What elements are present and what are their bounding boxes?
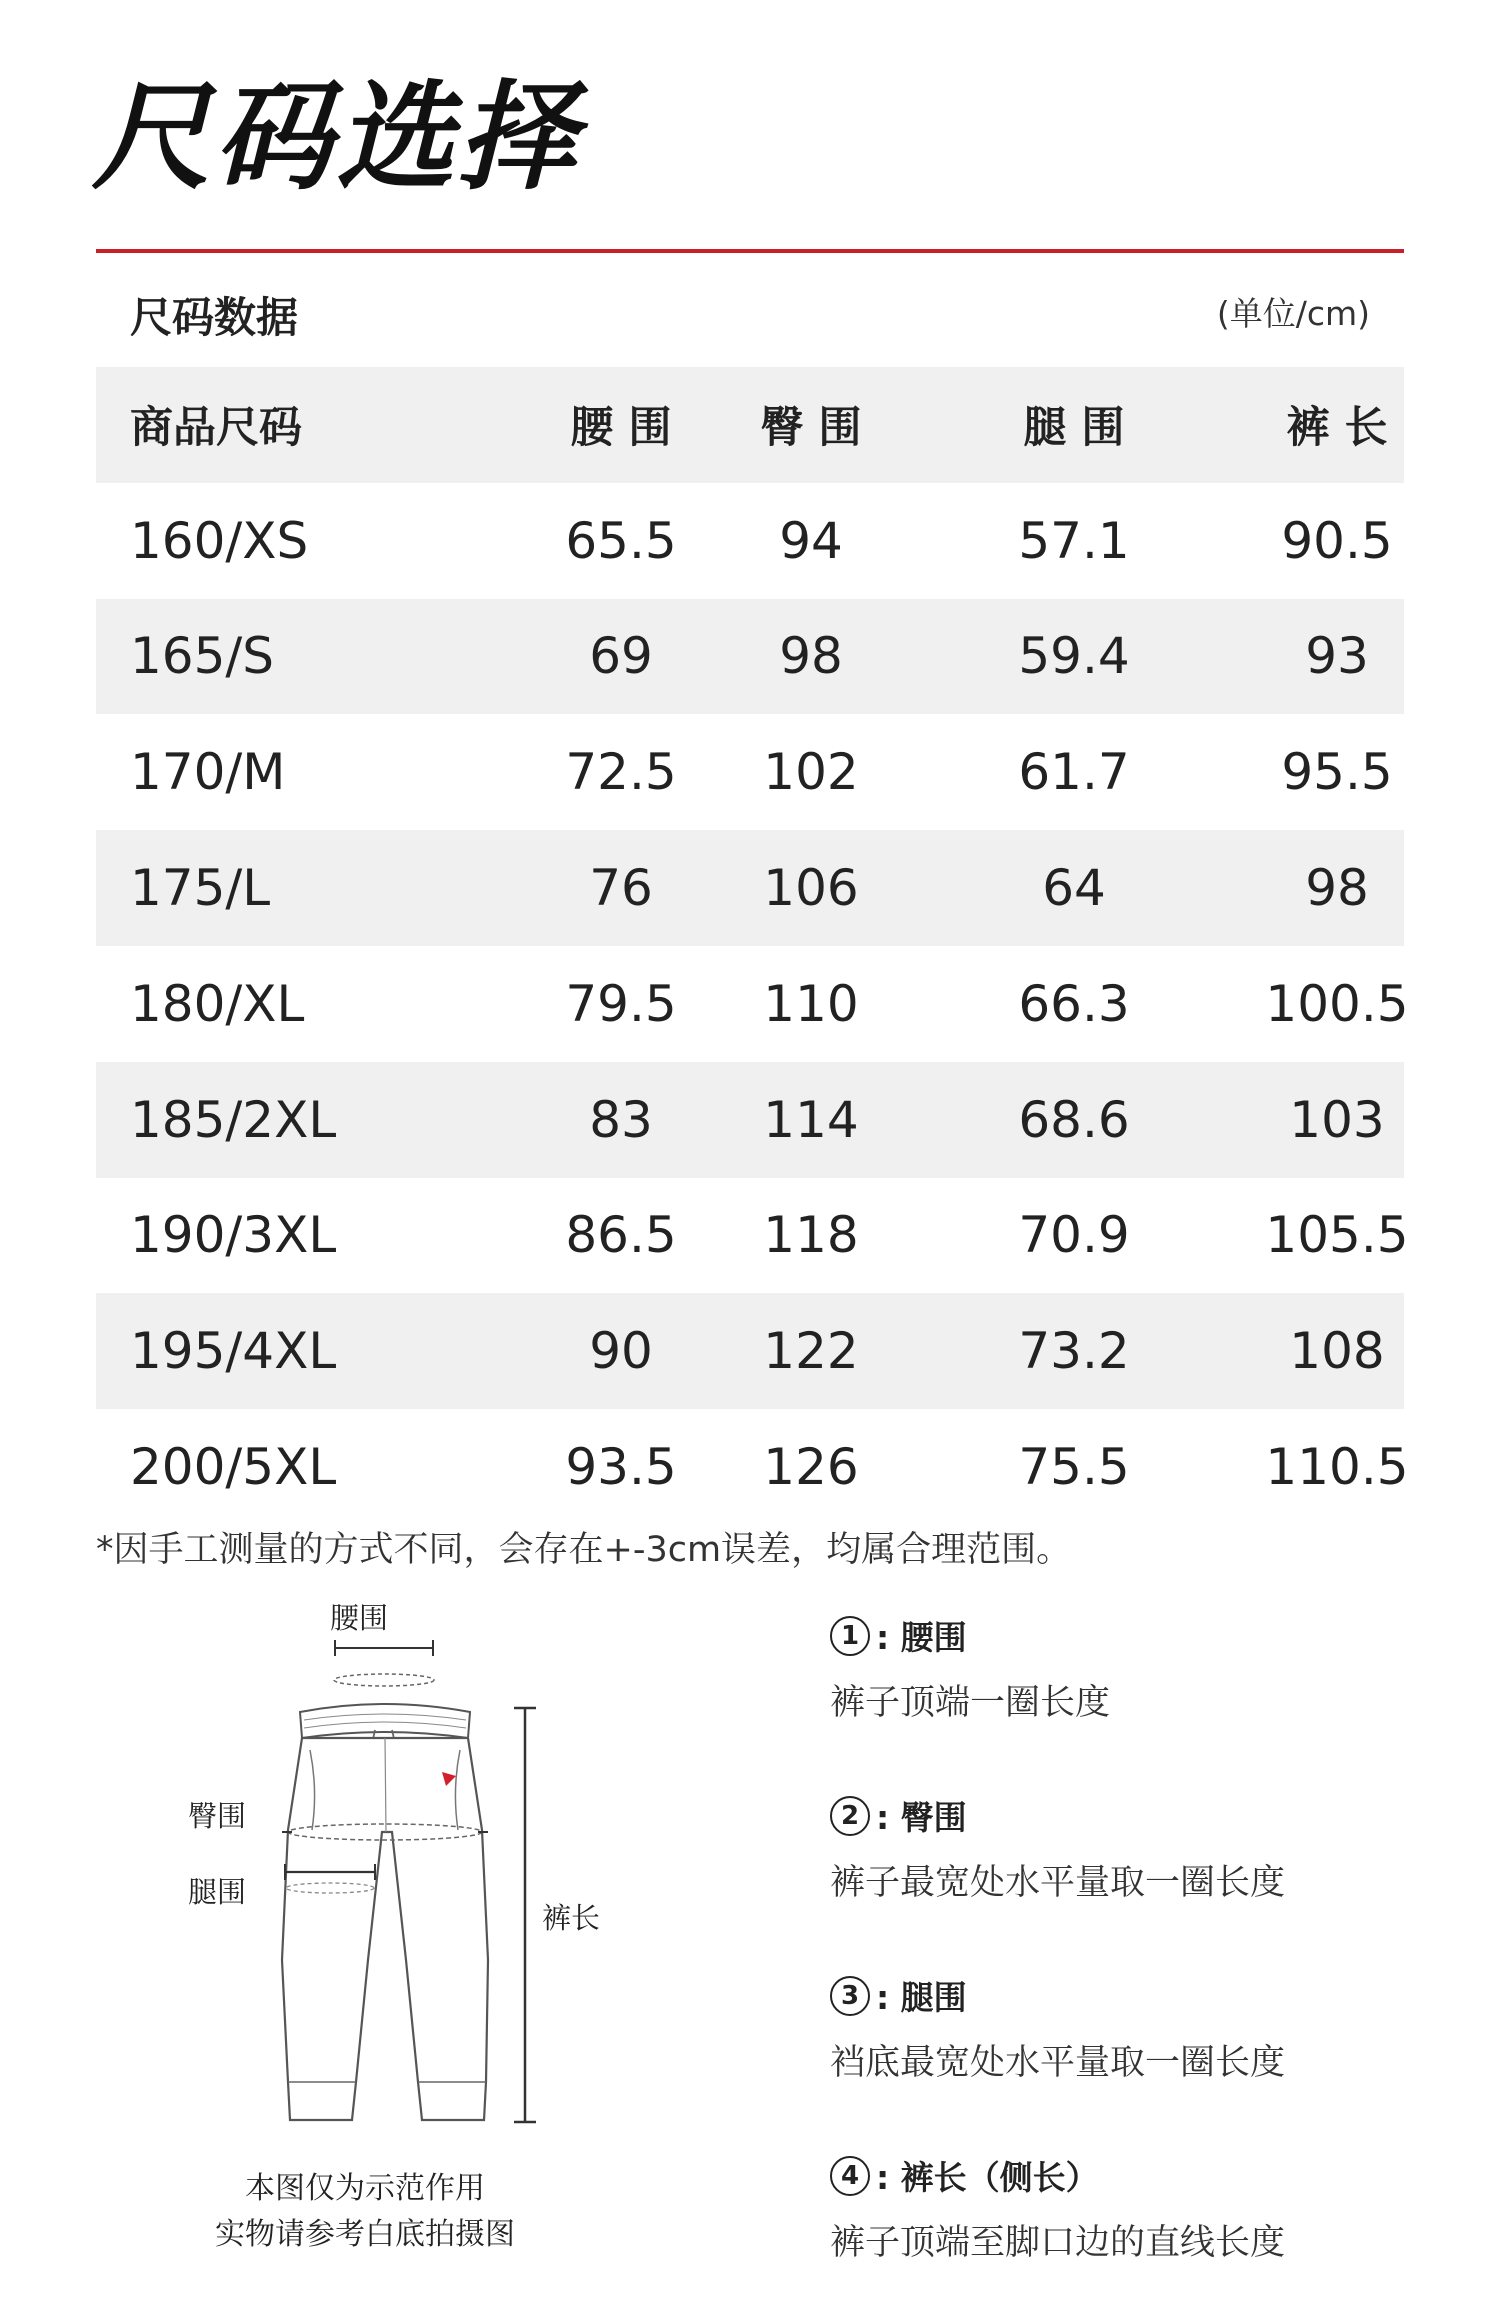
cell-thigh: 70.9 (1018, 1206, 1130, 1265)
cell-length: 98 (1305, 859, 1369, 918)
cell-length: 110.5 (1265, 1438, 1409, 1497)
cell-size: 175/L (130, 859, 271, 918)
cell-size: 170/M (130, 743, 286, 802)
cell-size: 190/3XL (130, 1206, 337, 1265)
table-row (96, 1062, 1404, 1178)
definition-item-hip (830, 1792, 1430, 1905)
definition-label: : 腿围 (876, 1978, 967, 2017)
cell-waist: 69 (589, 627, 653, 686)
table-header-row (96, 367, 1404, 483)
cell-size: 180/XL (130, 974, 305, 1033)
number-3-icon: 3 (830, 1976, 870, 2016)
cell-waist: 90 (589, 1322, 653, 1381)
definition-label: : 腰围 (876, 1618, 967, 1657)
cell-hip: 118 (763, 1206, 859, 1265)
cell-hip: 114 (763, 1090, 859, 1149)
cell-thigh: 75.5 (1018, 1438, 1130, 1497)
cell-size: 165/S (130, 627, 275, 686)
table-row (96, 714, 1404, 830)
cell-waist: 86.5 (565, 1206, 677, 1265)
definition-desc: 裤子顶端至脚口边的直线长度 (830, 2223, 1286, 2263)
measurement-note: *因手工测量的方式不同，会存在+-3cm误差，均属合理范围。 (96, 1530, 1072, 1570)
cell-hip: 122 (763, 1322, 859, 1381)
diagram-label-waist: 腰围 (330, 1601, 389, 1635)
cell-length: 100.5 (1265, 974, 1409, 1033)
cell-thigh: 66.3 (1018, 974, 1130, 1033)
cell-thigh: 68.6 (1018, 1090, 1130, 1149)
table-row (96, 483, 1404, 599)
header-thigh: 腿 围 (1023, 403, 1125, 454)
diagram-label-length: 裤长 (542, 1901, 601, 1935)
cell-waist: 79.5 (565, 974, 677, 1033)
cell-size: 195/4XL (130, 1322, 337, 1381)
cell-waist: 93.5 (565, 1438, 677, 1497)
number-1-icon: 1 (830, 1616, 870, 1656)
pants-illustration (170, 1600, 690, 2160)
table-row (96, 1178, 1409, 1294)
table-row (96, 946, 1409, 1062)
page-title: 尺码选择 (92, 68, 581, 206)
header-waist: 腰 围 (570, 403, 672, 454)
definition-desc: 裆底最宽处水平量取一圈长度 (830, 2043, 1286, 2083)
table-row (96, 1409, 1409, 1525)
section-label: 尺码数据 (130, 293, 299, 342)
diagram-label-thigh: 腿围 (188, 1875, 247, 1909)
number-4-icon: 4 (830, 2156, 870, 2196)
definition-desc: 裤子顶端一圈长度 (830, 1683, 1111, 1723)
cell-size: 200/5XL (130, 1438, 337, 1497)
cell-length: 105.5 (1265, 1206, 1409, 1265)
cell-thigh: 73.2 (1018, 1322, 1130, 1381)
cell-hip: 110 (763, 974, 859, 1033)
cell-hip: 106 (763, 859, 859, 918)
cell-waist: 76 (589, 859, 653, 918)
diagram-caption-line1: 本图仅为示范作用 (245, 2171, 485, 2206)
title-divider (96, 249, 1404, 253)
number-2-icon: 2 (830, 1796, 870, 1836)
cell-thigh: 61.7 (1018, 743, 1130, 802)
table-row (96, 1293, 1404, 1409)
unit-label: (单位/cm) (1216, 294, 1370, 333)
cell-hip: 98 (779, 627, 843, 686)
cell-thigh: 64 (1042, 859, 1106, 918)
definition-item-thigh (830, 1972, 1430, 2085)
cell-hip: 126 (763, 1438, 859, 1497)
cell-waist: 65.5 (565, 511, 677, 570)
size-table (96, 367, 1409, 1525)
table-row (96, 599, 1404, 715)
cell-length: 103 (1289, 1090, 1385, 1149)
cell-hip: 94 (779, 511, 843, 570)
header-size: 商品尺码 (130, 403, 302, 454)
cell-length: 90.5 (1281, 511, 1393, 570)
definition-label: : 臀围 (876, 1798, 967, 1837)
table-row (96, 830, 1404, 946)
cell-waist: 72.5 (565, 743, 677, 802)
definition-item-waist (830, 1612, 1430, 1725)
diagram-label-hip: 臀围 (188, 1799, 247, 1833)
cell-thigh: 57.1 (1018, 511, 1130, 570)
cell-waist: 83 (589, 1090, 653, 1149)
header-length: 裤 长 (1286, 403, 1388, 454)
definition-item-length (830, 2152, 1430, 2265)
cell-hip: 102 (763, 743, 859, 802)
cell-length: 93 (1305, 627, 1369, 686)
header-hip: 臀 围 (760, 403, 862, 454)
diagram-caption (100, 2166, 630, 2258)
cell-length: 108 (1289, 1322, 1385, 1381)
definition-desc: 裤子最宽处水平量取一圈长度 (830, 1863, 1286, 1903)
diagram-caption-line2: 实物请参考白底拍摄图 (215, 2217, 515, 2252)
cell-length: 95.5 (1281, 743, 1393, 802)
cell-size: 160/XS (130, 511, 309, 570)
cell-size: 185/2XL (130, 1090, 337, 1149)
cell-thigh: 59.4 (1018, 627, 1130, 686)
definition-label: : 裤长（侧长） (876, 2158, 1099, 2197)
